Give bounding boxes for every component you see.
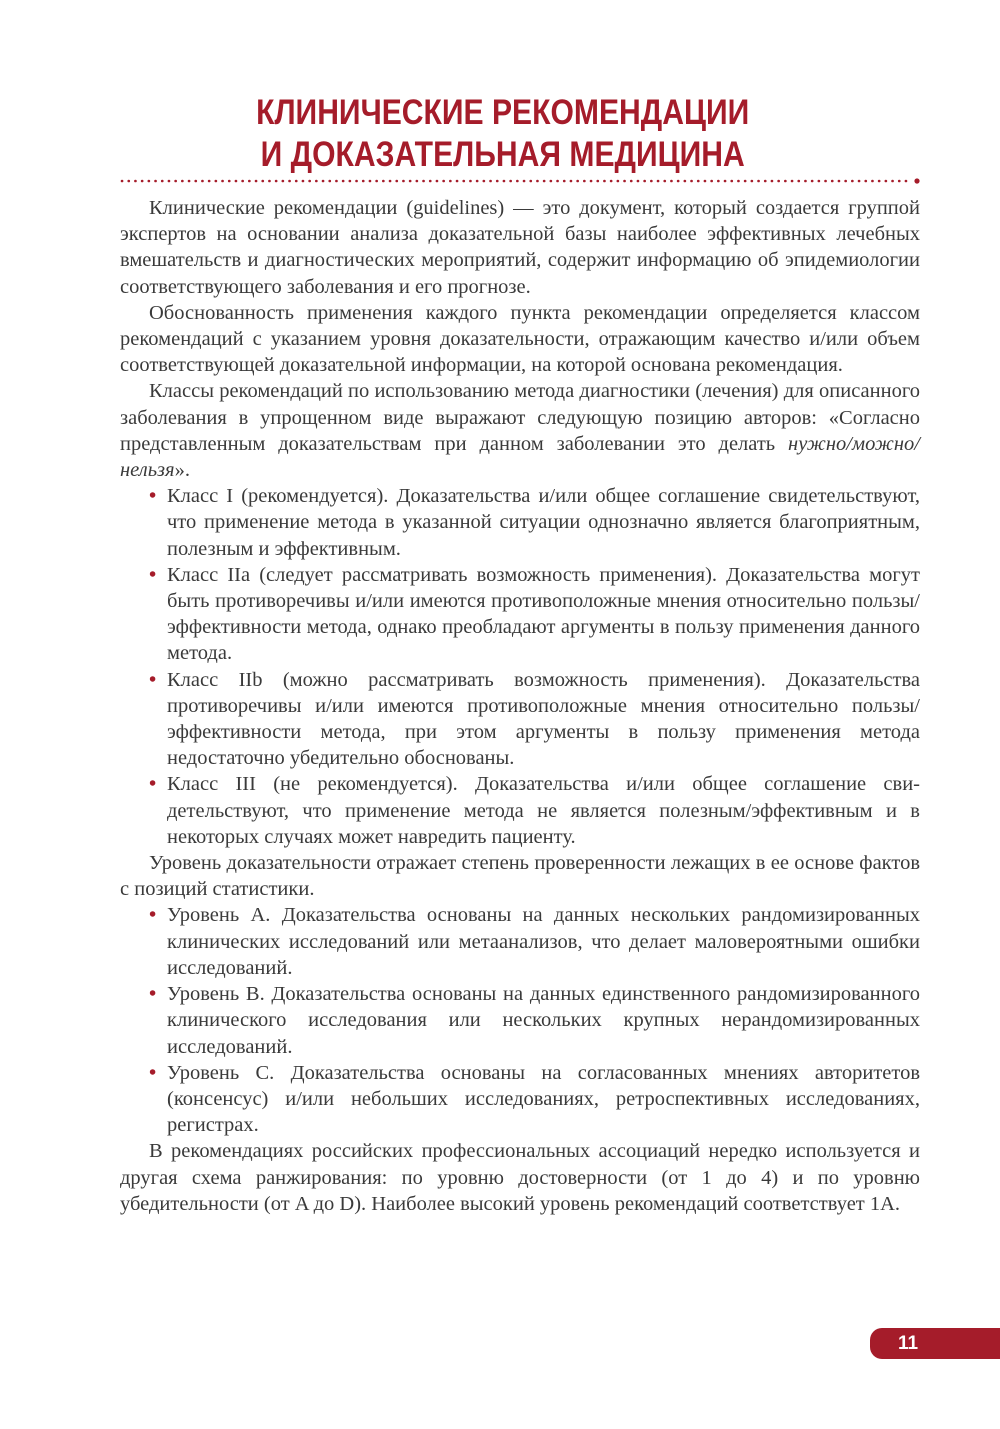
- paragraph-levels-intro: Уровень доказательности отражает степень проверенности лежащих в ее основе фактов с позиций статистики.: [120, 852, 920, 901]
- paragraph-justification: Обоснованность применения каждого пункта рекомендации определяется классом рекомендаций с указанием уровня доказательности, отражающим качество и/или объем соответствующей доказательной информации, на которой основана рекомендация.: [120, 301, 920, 377]
- bullet-icon: •: [149, 668, 157, 691]
- level-c-text: Уровень C. Доказательства основаны на согласованных мнениях авторитетов (консенсус) и/или небольших исследованиях, ретроспективных исследованиях, регистрах.: [167, 1061, 920, 1137]
- page-title: [73, 92, 933, 176]
- list-item: [120, 1060, 920, 1139]
- page-number: 11: [897, 1333, 919, 1354]
- list-item: [120, 667, 920, 772]
- class-iia-text: Класс IIa (следует рассматривать возможность применения). Доказательства могут быть противоречивы и/или имеются противоположные мнения относительно пользы/эффективности метода, однако преобладают аргументы в пользу применения данного метода.: [167, 563, 920, 665]
- paragraph-russian-scheme: В рекомендациях российских профессиональных ассоциаций нередко используется и другая схема ранжирования: по уровню достоверности (от 1 до 4) и по уровню убедительности (от A до D). Наиболее высокий уровень рекомендаций соответствует 1A.: [120, 1140, 920, 1215]
- list-item: [120, 902, 920, 981]
- bullet-icon: •: [149, 563, 157, 586]
- classes-intro-italic: нужно/можно/нельзя: [120, 432, 920, 482]
- classes-intro-text: Классы рекомендаций по использованию метода диагностики (лечения) для описанного заболевания в упрощенном виде выражают следующую позицию авторов: «Согласно представленным доказательствам при данном заболевании это делать: [120, 380, 920, 455]
- title-line-2: И ДОКАЗАТЕЛЬНАЯ МЕДИЦИНА: [260, 135, 745, 174]
- paragraph-definition: Клинические рекомендации (guidelines) — это документ, который создается группой экспертов на основании анализа доказательной базы наиболее эффективных лечебных вмешательств и диагностических мероприятий, содержит информацию об эпидемиологии соответствующего заболевания и его прогнозе.: [120, 197, 920, 298]
- classes-list: [120, 483, 920, 850]
- class-iib-text: Класс IIb (можно рассматривать возможность применения). Доказательства противоречивы и/или имеются противоположные мнения относительно пользы/эффективности метода, при этом аргументы в пользу применения метода недостаточно убедительно обоснованы.: [167, 668, 920, 770]
- levels-list: [120, 902, 920, 1138]
- title-line-1: КЛИНИЧЕСКИЕ РЕКОМЕНДАЦИИ: [256, 93, 750, 132]
- bullet-icon: •: [149, 904, 157, 927]
- class-iii-text: Класс III (не рекомендуется). Доказательства и/или общее соглашение свидетельствуют, что применение метода не является полезным/эффективным и в некоторых случаях может навредить пациенту.: [167, 773, 920, 848]
- paragraph-classes-intro: [120, 378, 920, 483]
- list-item: [120, 771, 920, 850]
- class-i-text: Класс I (рекомендуется). Доказательства и/или общее соглашение свидетельствуют, что применение метода в указанной ситуации однозначно является благоприятным, полезным и эффективным.: [167, 485, 920, 560]
- dotted-divider: [120, 178, 920, 184]
- bullet-icon: •: [149, 485, 157, 508]
- bullet-icon: •: [149, 1061, 157, 1084]
- bullet-icon: •: [149, 983, 157, 1006]
- article-body: [120, 195, 920, 1217]
- list-item: [120, 483, 920, 562]
- list-item: [120, 562, 920, 667]
- level-a-text: Уровень A. Доказательства основаны на данных нескольких рандомизированных клинических исследований или метаанализов, что делает маловероятными ошибки исследований.: [167, 904, 920, 979]
- classes-intro-end: ».: [174, 459, 190, 482]
- level-b-text: Уровень B. Доказательства основаны на данных единственного рандомизированного клинического исследования или нескольких крупных нерандомизированных исследований.: [167, 983, 920, 1058]
- bullet-icon: •: [149, 773, 157, 796]
- list-item: [120, 981, 920, 1060]
